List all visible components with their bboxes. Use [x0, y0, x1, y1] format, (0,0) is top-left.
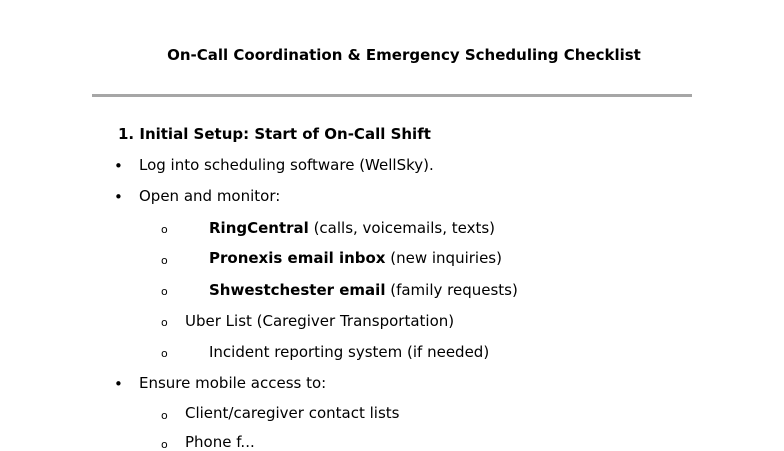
sub-bullet-marker: o [161, 285, 168, 298]
bullet-marker: • [114, 157, 123, 175]
sub-item-uber-list: Uber List (Caregiver Transportation) [185, 312, 455, 330]
section-heading: 1. Initial Setup: Start of On-Call Shift [118, 125, 431, 143]
list-item-open-monitor: Open and monitor: [139, 187, 281, 205]
sub-item-rest: (family requests) [385, 281, 518, 299]
sub-bullet-marker: o [161, 409, 168, 422]
sub-item-bold: Pronexis email inbox [209, 249, 386, 267]
bullet-marker: • [114, 188, 123, 206]
sub-item-bold: RingCentral [209, 219, 309, 237]
sub-item-ringcentral [209, 219, 495, 237]
list-item-mobile-access: Ensure mobile access to: [139, 374, 327, 392]
sub-bullet-marker: o [161, 254, 168, 267]
sub-bullet-marker: o [161, 347, 168, 360]
sub-bullet-marker: o [161, 223, 168, 236]
sub-bullet-marker: o [161, 316, 168, 329]
sub-item-phone: Phone f... [185, 433, 255, 451]
sub-item-pronexis [209, 249, 502, 267]
sub-item-rest: (new inquiries) [385, 249, 502, 267]
sub-item-bold: Shwestchester email [209, 281, 386, 299]
bullet-marker: • [114, 375, 123, 393]
sub-item-incident-reporting: Incident reporting system (if needed) [209, 343, 490, 361]
sub-item-rest: (calls, voicemails, texts) [308, 219, 496, 237]
document-title: On-Call Coordination & Emergency Scheduling Checklist [167, 46, 641, 64]
sub-bullet-marker: o [161, 438, 168, 451]
sub-item-contact-lists: Client/caregiver contact lists [185, 404, 400, 422]
sub-item-shwestchester [209, 281, 518, 299]
title-divider [92, 94, 692, 97]
list-item-scheduling-software: Log into scheduling software (WellSky). [139, 156, 434, 174]
